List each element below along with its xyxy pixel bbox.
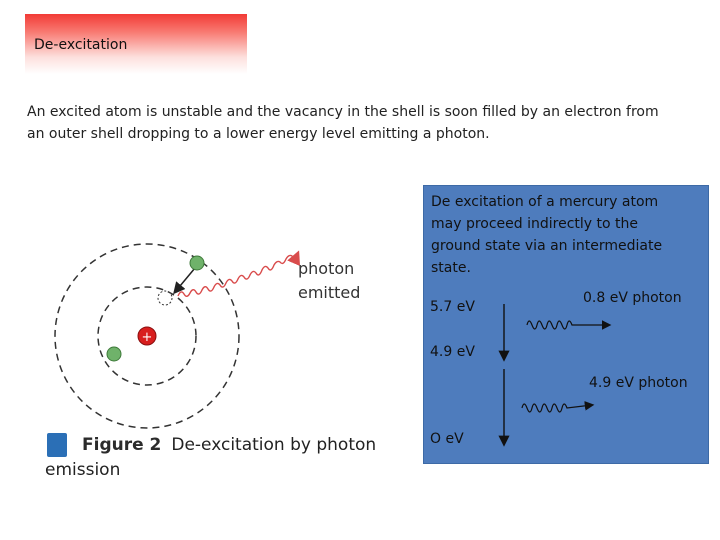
level-0: O eV (430, 431, 464, 447)
figure-caption-text: De-excitation by photon (171, 435, 377, 455)
title-bar (25, 14, 247, 74)
outer-electron (190, 256, 204, 270)
photon-label-1: 0.8 eV photon (583, 290, 682, 306)
figure-number: Figure 2 (82, 435, 162, 455)
mercury-deexcitation-panel (423, 185, 709, 464)
inner-electron (107, 347, 121, 361)
level-4.9: 4.9 eV (430, 344, 475, 360)
nucleus-plus: + (141, 330, 153, 345)
photon-label-line2: emitted (298, 283, 361, 302)
figure-caption (82, 433, 376, 457)
slide-title: De-excitation (34, 37, 128, 53)
photon-wave-1 (527, 321, 609, 329)
photon-wave-2 (522, 404, 592, 412)
figure-caption-line2: emission (45, 460, 121, 480)
transition-arrow (175, 268, 195, 292)
deexcitation-figure (30, 200, 400, 530)
level-5.7: 5.7 eV (430, 299, 475, 315)
photon-label-line1: photon (298, 259, 355, 278)
intro-text: An excited atom is unstable and the vacancy in the shell is soon filled by an electron from an outer shell dropping to a lower energy level emitting a photon. (27, 104, 659, 142)
energy-level-diagram (424, 186, 708, 463)
photon-label-2: 4.9 eV photon (589, 375, 688, 391)
info-icon (47, 433, 67, 457)
panel-description: De excitation of a mercury atom may proceed indirectly to the ground state via an intermediate state. (431, 194, 663, 276)
